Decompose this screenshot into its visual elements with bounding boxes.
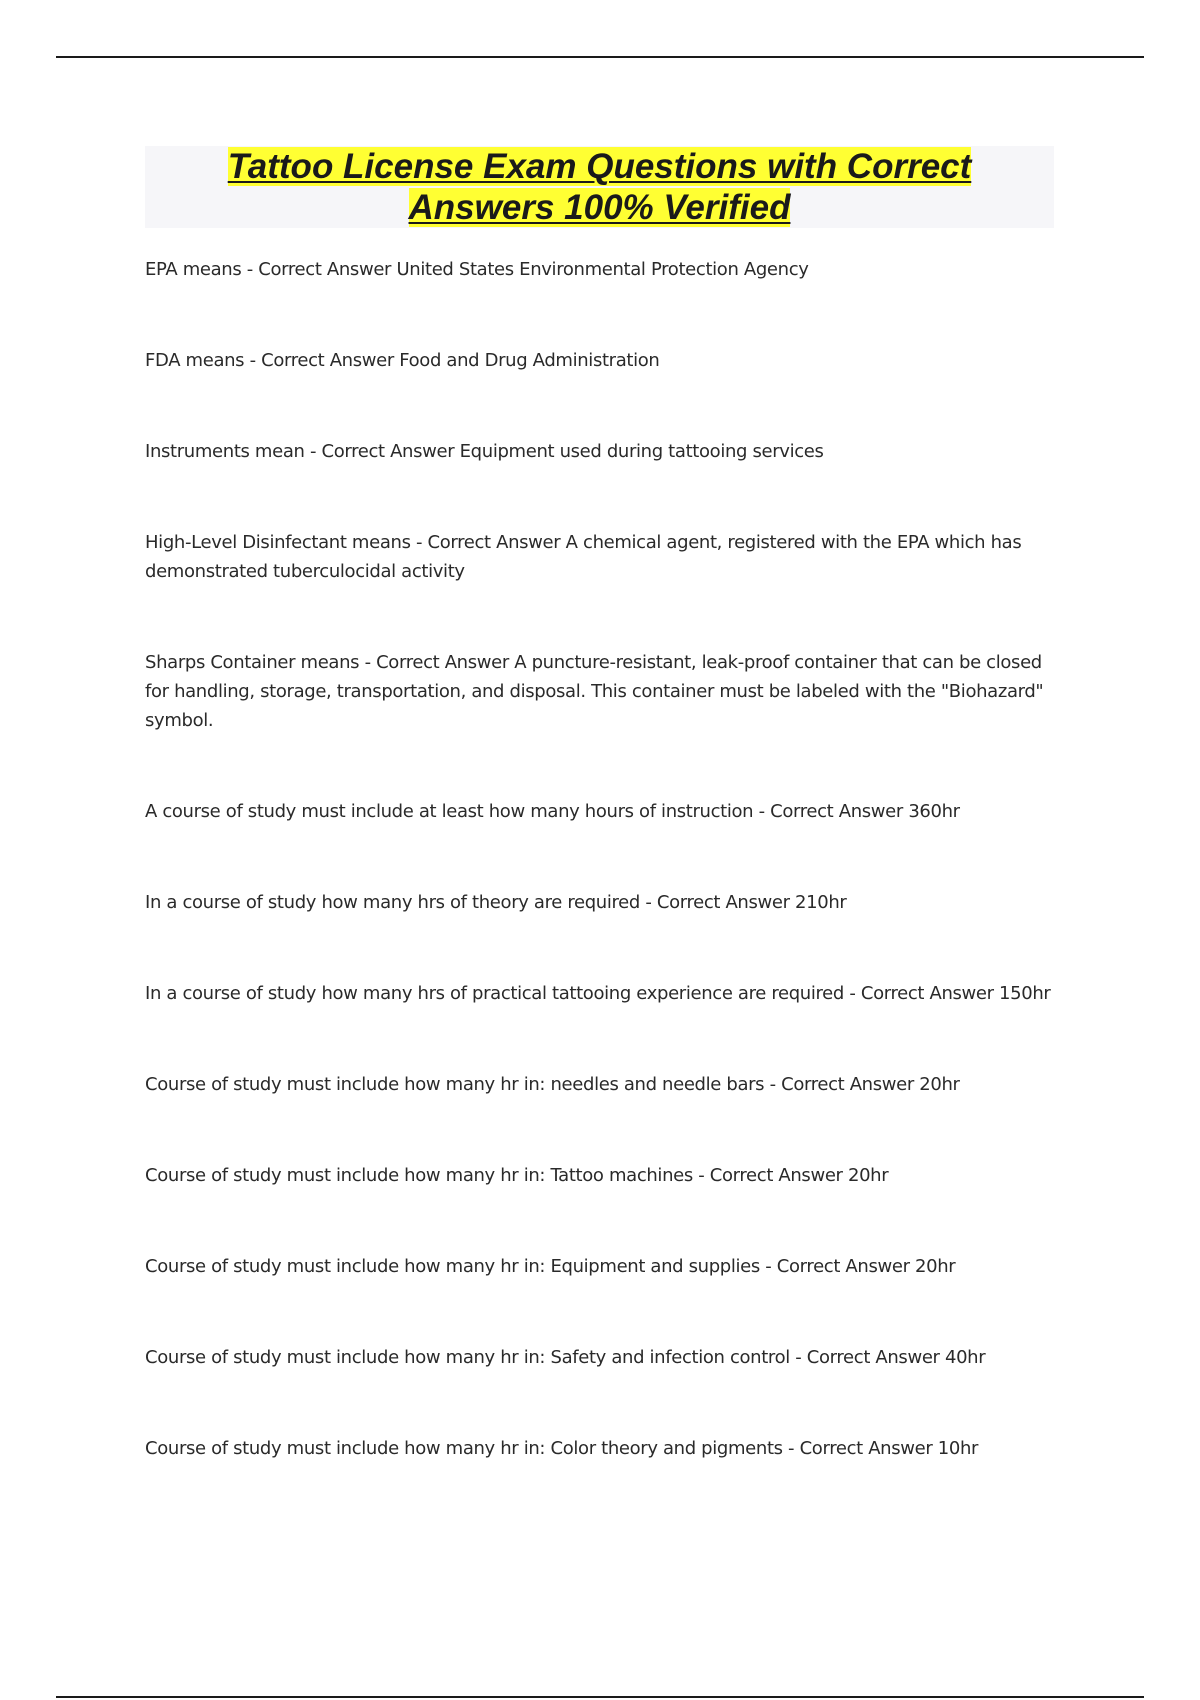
- qa-item: Course of study must include how many hr in: Safety and infection control - Correct Answer 40hr: [145, 1347, 986, 1368]
- qa-item: Course of study must include how many hr in: needles and needle bars - Correct Answer 20hr: [145, 1074, 960, 1095]
- top-rule: [56, 56, 1144, 58]
- qa-item: FDA means - Correct Answer Food and Drug Administration: [145, 350, 660, 371]
- qa-item: A course of study must include at least how many hours of instruction - Correct Answer 360hr: [145, 801, 960, 822]
- qa-item: Course of study must include how many hr in: Equipment and supplies - Correct Answer 20hr: [145, 1256, 956, 1277]
- bottom-rule: [56, 1696, 1144, 1698]
- qa-item: High-Level Disinfectant means - Correct Answer A chemical agent, registered with the EPA which has demonstrated tuberculocidal activity: [145, 532, 1022, 582]
- title-box: [145, 146, 1054, 228]
- qa-list: [145, 255, 1055, 1525]
- qa-item: Course of study must include how many hr in: Color theory and pigments - Correct Answer 10hr: [145, 1438, 979, 1459]
- qa-item: In a course of study how many hrs of theory are required - Correct Answer 210hr: [145, 892, 847, 913]
- qa-item: Course of study must include how many hr in: Tattoo machines - Correct Answer 20hr: [145, 1165, 889, 1186]
- qa-item: In a course of study how many hrs of practical tattooing experience are required - Correct Answer 150hr: [145, 983, 1051, 1004]
- document-title: Tattoo License Exam Questions with Correct Answers 100% Verified: [227, 147, 972, 227]
- qa-item: Sharps Container means - Correct Answer A puncture-resistant, leak-proof container that can be closed for handling, storage, transportation, and disposal. This container must be labeled with the "Biohazard" symbol.: [145, 652, 1044, 731]
- qa-item: Instruments mean - Correct Answer Equipment used during tattooing services: [145, 441, 824, 462]
- qa-item: EPA means - Correct Answer United States Environmental Protection Agency: [145, 259, 809, 280]
